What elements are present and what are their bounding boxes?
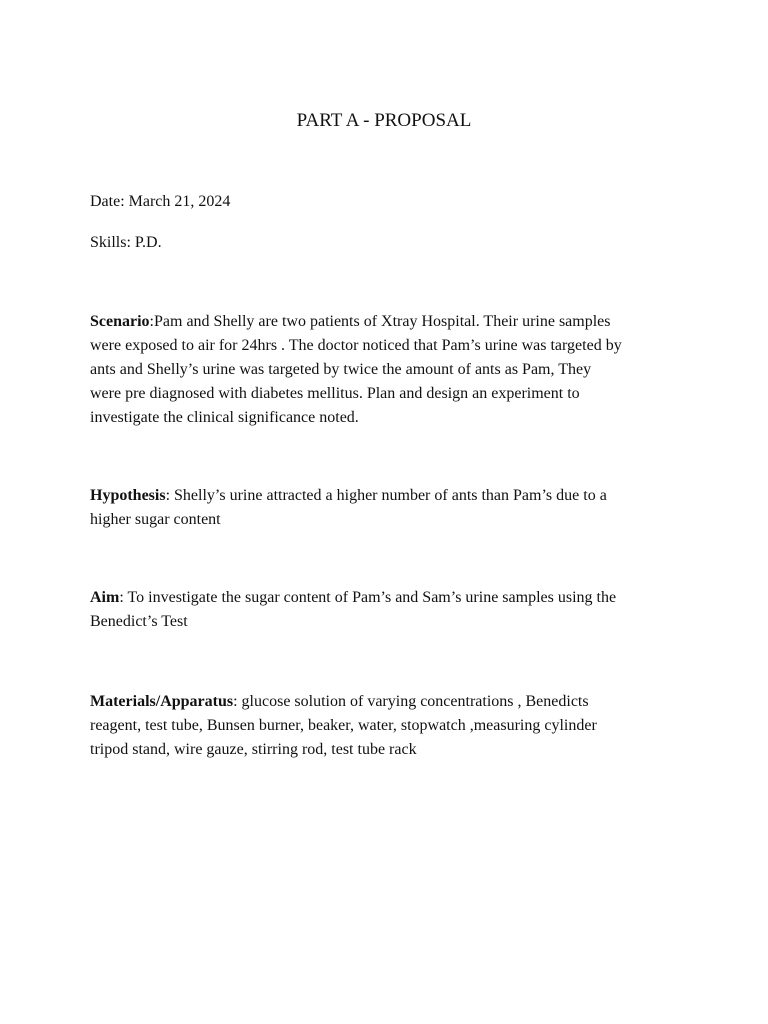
materials-text: : glucose solution of varying concentrations , Benedicts [233,693,589,710]
scenario-section [90,310,690,430]
materials-line-3: tripod stand, wire gauze, stirring rod, test tube rack [90,741,417,758]
scenario-line-3: ants and Shelly’s urine was targeted by twice the amount of ants as Pam, They [90,361,592,378]
materials-line-1 [90,690,690,714]
hypothesis-label: Hypothesis [90,487,166,504]
aim-label: Aim [90,589,120,606]
aim-line-2: Benedict’s Test [90,613,188,630]
scenario-line-4: were pre diagnosed with diabetes mellitus. Plan and design an experiment to [90,385,580,402]
scenario-text: :Pam and Shelly are two patients of Xtray Hospital. Their urine samples [149,313,611,330]
aim-text: : To investigate the sugar content of Pam’s and Sam’s urine samples using the [119,589,617,606]
scenario-line-5: investigate the clinical significance noted. [90,409,359,426]
hypothesis-line-1 [90,484,690,508]
materials-section [90,690,690,762]
materials-label: Materials/Apparatus [90,693,234,710]
scenario-line-2: were exposed to air for 24hrs . The doctor noticed that Pam’s urine was targeted by [90,337,622,354]
skills-line: Skills: P.D. [90,234,162,251]
page-title: PART A - PROPOSAL [296,110,472,131]
hypothesis-text: : Shelly’s urine attracted a higher number of ants than Pam’s due to a [165,487,607,504]
date-line: Date: March 21, 2024 [90,193,231,210]
aim-line-1 [90,586,690,610]
materials-line-2: reagent, test tube, Bunsen burner, beaker, water, stopwatch ,measuring cylinder [90,717,597,734]
hypothesis-section [90,484,690,532]
hypothesis-line-2: higher sugar content [90,511,221,528]
scenario-line-1 [90,310,690,334]
scenario-label: Scenario [90,313,150,330]
aim-section [90,586,690,634]
